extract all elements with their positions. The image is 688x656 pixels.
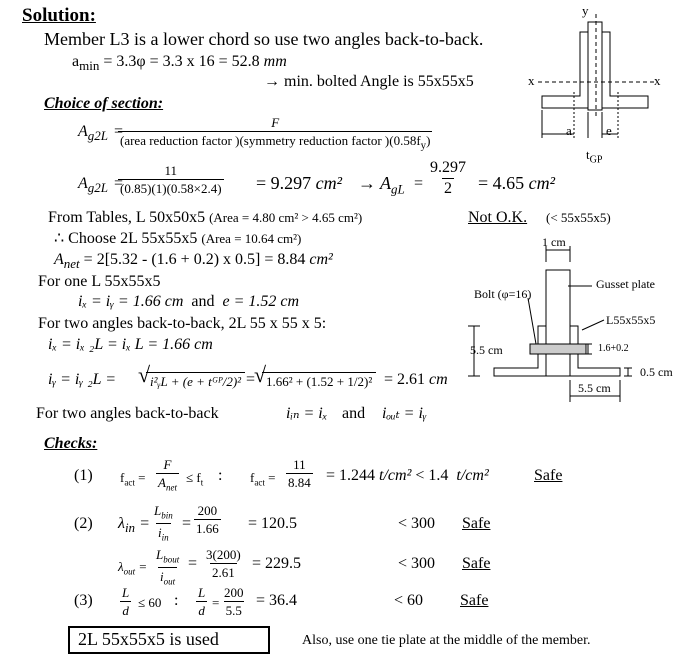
agl-result: = 4.65 cm² (478, 173, 556, 193)
c1-colon: : (218, 467, 223, 484)
amin-equation: $a_{min} = 3.3\varphi = 3.3$ x 16 = 52.8 mm (72, 53, 287, 74)
ag2l-formula-fraction: F (area reduction factor )(symmetry reduction factor )$(0.58f_y)$ (120, 115, 431, 152)
iin-ix: iᵢₙ = iₓ (286, 405, 328, 422)
c2b-lambda-out: $\lambda_{out}$ = (118, 559, 148, 577)
ag2l-symbol: $A_{g2L}$ (78, 123, 109, 144)
c2-lambda-in: $\lambda_{in}$ = (118, 515, 150, 536)
top-section-diagram (538, 14, 656, 138)
check-3-label: (3) (74, 592, 93, 609)
dim-width: 5.5 cm (578, 381, 611, 395)
and-word: and (342, 405, 366, 422)
for-two-btb: For two angles back-to-back (36, 405, 219, 422)
c3-colon: : (174, 592, 179, 609)
c2b-result: = 229.5 (252, 555, 302, 572)
min-bolted-angle: → min. bolted Angle is 55x55x5 (264, 73, 474, 90)
check-2-label: (2) (74, 515, 93, 532)
c3-fraction: $\frac{L}{d}$ (122, 585, 130, 618)
iout-iy: iₒᵤₜ = iᵧ (382, 405, 427, 422)
c3-eq: = (212, 595, 220, 610)
a-label: a (566, 123, 572, 138)
c2b-fraction-2: $\frac{3(200)}{2.61}$ (206, 547, 241, 580)
c1-fact-2: $f_{act}$ = (250, 470, 276, 488)
choice-heading: Choice of section: (44, 95, 164, 112)
agl-symbol: $A_{gL}$ (380, 173, 405, 197)
ix-iy-values: iₓ = iᵧ = 1.66 cm and e = 1.52 cm (78, 293, 300, 310)
c1-fraction-2: $\frac{11}{8.84}$ (288, 457, 311, 490)
conclusion-text: 2L 55x55x5 is used (78, 629, 219, 649)
c1-safe: Safe (534, 467, 563, 484)
c1-result: = 1.244 t/cm² < 1.4 t/cm² (326, 467, 489, 484)
arrow-icon: → (358, 173, 376, 193)
c1-le: ≤ $f_t$ (186, 470, 204, 488)
c2-fraction: $L_{bin}$ $i_{in}$ (154, 503, 173, 543)
for-one-angle: For one L 55x55x5 (38, 273, 161, 290)
tie-plate-note: Also, use one tie plate at the middle of the member. (302, 633, 591, 648)
dim-height: 5.5 cm (470, 343, 503, 357)
y-axis-label: y (582, 3, 589, 18)
c2b-lt: < 300 (398, 555, 436, 572)
eq-sign: = (114, 123, 124, 140)
iy-sqrt-values: 1.66² + (1.52 + 1/2)² (262, 372, 376, 388)
x-axis-label-right: x (654, 73, 661, 88)
x-axis-label-left: x (528, 73, 535, 88)
c2b-fraction: $L_{bout}$ $i_{out}$ (156, 547, 180, 587)
member-statement: Member L3 is a lower chord so use two angles back-to-back. (44, 29, 484, 49)
eq-sign-2: = (114, 175, 124, 192)
sqrt-symbol-2: √ (254, 362, 267, 387)
anet-equation: $A_{net} = 2[5.32 - (1.6 + 0.2)$ x 0.5] = 8.84 cm² (54, 251, 333, 272)
c2-lt: < 300 (398, 515, 436, 532)
not-ok-note: (< 55x55x5) (546, 210, 611, 225)
c3-fraction-3: $\frac{200}{5.5}$ (224, 585, 244, 618)
from-tables: From Tables, L 50x50x5 (Area = 4.80 cm² > 4.65 cm²) (48, 209, 363, 226)
c1-fraction: F $A_{net}$ (158, 457, 177, 493)
agl-fraction: $\frac{9.297}{2}$ (430, 159, 466, 197)
eq-sign-3: = (414, 175, 424, 192)
c3-le: ≤ 60 (138, 595, 162, 610)
dim-1cm: 1 cm (542, 235, 566, 249)
c2-eq: = (182, 515, 192, 532)
bolt-label: Bolt (φ=16) (474, 287, 532, 301)
e-label: e (606, 123, 612, 138)
c3-safe: Safe (460, 592, 489, 609)
c3-fraction-2: $\frac{L}{d}$ (198, 585, 206, 618)
dim-hole: 1.6+0.2 (598, 343, 629, 354)
for-two-angles: For two angles back-to-back, 2L 55 x 55 x 5: (38, 315, 327, 332)
tgp-label: $t_{GP}$ (586, 147, 603, 166)
ag2l-value-fraction: $\frac{11}{(0.85)(1)(0.58\times 2.4)}$ (120, 163, 222, 196)
ag2l-result: = 9.297 cm² (256, 173, 343, 193)
c3-lt: < 60 (394, 592, 424, 609)
ix-two-angles: iₓ = iₓ ₂L = iₓ L = 1.66 cm (48, 336, 213, 353)
angle-label: L55x55x5 (606, 313, 656, 327)
c2-result: = 120.5 (248, 515, 298, 532)
check-1-label: (1) (74, 467, 93, 484)
checks-heading: Checks: (44, 435, 98, 452)
dim-thickness: 0.5 cm (640, 365, 673, 379)
ag2l-symbol-2: $A_{g2L}$ (78, 175, 109, 196)
gusset-label: Gusset plate (596, 277, 655, 291)
choose-section: ∴ Choose 2L 55x55x5 (Area = 10.64 cm²) (54, 230, 302, 247)
iy-sqrt-formula: i²ᵧL + (e + tᴳᴾ/2)² (146, 372, 245, 388)
c2-fraction-2: $\frac{200}{1.66}$ (196, 503, 219, 536)
iy-lhs: iᵧ = iᵧ ₂L = (48, 371, 117, 388)
not-ok: Not O.K. (468, 209, 528, 226)
eq-sign-iy: = (246, 371, 256, 388)
solution-heading: Solution: (22, 5, 96, 26)
c2b-safe: Safe (462, 555, 491, 572)
c2-safe: Safe (462, 515, 491, 532)
c2b-eq: = (188, 555, 198, 572)
iy-result: = 2.61 cm (384, 371, 448, 388)
sqrt-symbol-1: √ (138, 362, 151, 387)
c3-result: = 36.4 (256, 592, 298, 609)
c1-fact: $f_{act}$ = (120, 470, 146, 488)
